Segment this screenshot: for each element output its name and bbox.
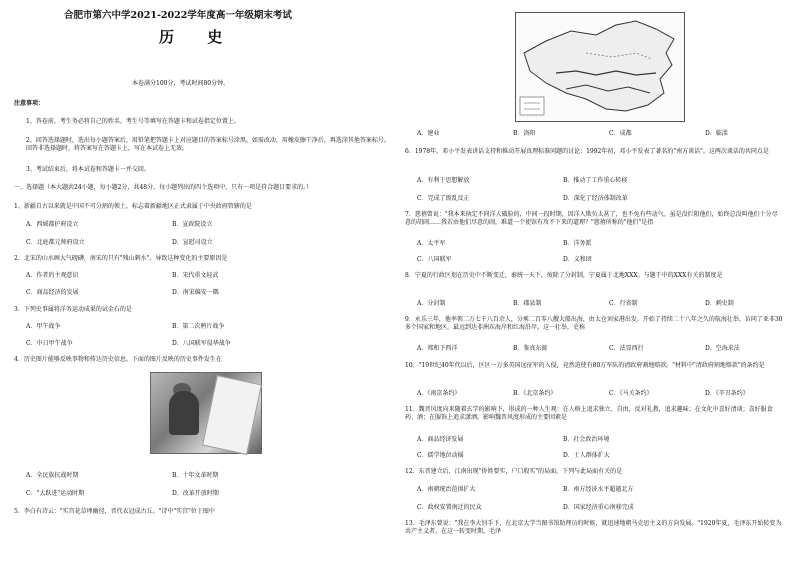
q1-option-c: C．北庭都元帅府设立 (26, 239, 85, 246)
q5-option-d: D．临淄 (705, 130, 728, 137)
q12-option-c: C．政权安置南迁的民众 (417, 504, 482, 511)
q9-option-a: A．郑和下西洋 (417, 345, 458, 352)
q10-stem: 10．"19世纪40年代以后，区区一万多英国远征军的入侵，竟然迫使有80万军队的清政府割地赔款。"材料中"清政府割地赔款"的条约是 (405, 362, 765, 369)
q6-option-a: A．有利于思想解放 (417, 177, 470, 184)
q1-option-d: D．宣慰司设立 (172, 239, 213, 246)
q13-stem: 13．毛泽东曾说："我在李大钊手下，在北京大学当图书馆助理员的时候，就迅速地朝马克思主义的方向发展。"1920年夏，毛泽东开始转变为共产主义者。在这一转变时期，毛泽 (405, 520, 782, 535)
q9-option-d: D．空海求法 (705, 345, 740, 352)
subject-title: 历 史 (159, 28, 237, 46)
q10-option-d: D．《辛丑条约》 (705, 390, 749, 397)
historical-photo (150, 372, 262, 454)
q9-stem: 9．永乐三年，他率领二万七千八百余人，分乘二百零八艘大船出海，由太仓刘家港出发。开始了持续二十八年之久的航海壮举，访问了亚非30多个国家和地区，最远到达非洲东海岸和红海沿岸。这一壮举，史称 (405, 316, 783, 331)
q8-option-a: A．分封制 (417, 300, 446, 307)
q4-option-d: D．改革开放时期 (172, 490, 219, 497)
q4-stem: 4．历史图片能够反映事物和传达历史信息。下面的图片反映的历史事件发生在 (14, 356, 222, 363)
q7-stem: 7．慈禧曾说："我本来执定不同洋人破脸的，中间一段时期，因洋人欺负太甚了，也不免有些动气。虽是没拦阻他们，始终总没叫他们十分尽意的胡闹……我若由他们尽意的闹，难道一个使馆有攻不下来的道理？"慈禧所称的"他们"是指 (405, 211, 778, 226)
q8-stem: 8．宁夏的行政区划在历史中不断变迁，秦统一天下，废除了分封制，宁夏属于北地XXX。与题干中的XXX有关的制度是 (405, 272, 723, 279)
q7-option-b: B．洋务派 (563, 240, 592, 247)
q11-option-b: B．社会政治环境 (563, 436, 610, 443)
q5-stem: 5．李白有诗云："实宫花草埋幽径，晋代衣冠成古丘。"诗中"实宫"位于图中 (14, 508, 215, 515)
q2-option-b: B．宋代重文轻武 (172, 272, 219, 279)
q10-option-c: C．《马关条约》 (609, 390, 653, 397)
q10-option-a: A．《南京条约》 (417, 390, 461, 397)
notice-3: 3、考试结束后，将本试卷和答题卡一并交回。 (26, 166, 150, 173)
q5-option-c: C．成都 (609, 130, 632, 137)
q12-option-d: D．国家经济重心南移完成 (563, 504, 634, 511)
q4-option-b: B．十年文革时期 (172, 472, 219, 479)
q8-option-d: D．刺史制 (705, 300, 734, 307)
q4-option-c: C．"大跃进"运动时期 (26, 490, 85, 497)
q5-option-a: A．建业 (417, 130, 440, 137)
q9-option-b: B．鉴真东渡 (513, 345, 548, 352)
q8-option-c: C．行省制 (609, 300, 638, 307)
q2-option-a: A．作者的主观意识 (26, 272, 79, 279)
q7-option-c: C．八国联军 (417, 256, 452, 263)
notice-1: 1、答卷前，考生务必将自己的姓名、考生号等填写在答题卡和试卷指定位置上。 (26, 118, 240, 125)
q6-option-c: C．完成了拨乱反正 (417, 195, 470, 202)
china-map (515, 12, 685, 122)
q3-option-c: C．中日甲午战争 (26, 340, 73, 347)
q7-option-a: A．太平军 (417, 240, 446, 247)
exam-title: 合肥市第六中学2021-2022学年度高一年级期末考试 (64, 10, 292, 21)
q5-option-b: B．洛阳 (513, 130, 536, 137)
section-heading: 一、选择题（本大题共24小题，每小题2分，共48分。每小题列出的四个选项中，只有一项是符合题目要求的。） (14, 184, 313, 191)
q11-stem: 11．魏晋风度向来随着玄学的影响下，形成的一种人生观：在人格上追求独立、自由，反对礼教，追求趣味；在文化中喜好清谈；喜好服食药、酒；在服饰上追求潇洒。影响魏晋风度形成的主要因素是 (405, 406, 773, 421)
q7-option-d: D．义和团 (563, 256, 592, 263)
q4-option-a: A．全民族抗战时期 (26, 472, 79, 479)
q12-option-b: B．南方经济水平超越北方 (563, 486, 634, 493)
q1-option-b: B．宣政院设立 (172, 221, 213, 228)
q1-option-a: A．西域都护府设立 (26, 221, 79, 228)
q3-option-b: B．第二次鸦片战争 (172, 323, 225, 330)
q11-option-a: A．商品经济发展 (417, 436, 464, 443)
q11-option-c: C．儒学地位动摇 (417, 452, 464, 459)
q3-stem: 3．下列史事属将洋务运动成果的试金石的是 (14, 306, 132, 313)
q9-option-c: C．法显西行 (609, 345, 644, 352)
q6-stem: 6．1978年，邓小平发表讲话支持和推动开展真理标准问题的讨论；1992年初，邓小平发表了著名的"南方谈话"。这两次谈话的共同点是 (405, 148, 769, 155)
q3-option-a: A．甲午战争 (26, 323, 61, 330)
q2-option-d: D．南宋偏安一隅 (172, 289, 219, 296)
q3-option-d: D．八国联军侵华战争 (172, 340, 231, 347)
q11-option-d: D．士人群体扩大 (563, 452, 610, 459)
q12-option-a: A．南朝统治范围扩大 (417, 486, 476, 493)
notice-2: 2、回答选择题时，选出每小题答案后，用铅笔把答题卡上对应题目的答案标号涂黑。如需改动，用橡皮擦干净后，再选涂其他答案标号。回答非选择题时，将答案写在答题卡上，写在本试卷上无效。 (26, 137, 390, 152)
map-outline (516, 13, 684, 121)
q6-option-d: D．深化了经济体制改革 (563, 195, 628, 202)
q1-stem: 1、新疆自古以来就是中国不可分割的领土，标志着新疆地区正式隶属于中央政府管辖的是 (14, 203, 252, 210)
q12-stem: 12．东晋建立后，江南出现"侨姓要实，户口殷实"的局面。下列与此局面有关的是 (405, 468, 623, 475)
q2-option-c: C．商品经济的发展 (26, 289, 79, 296)
score-note: 本卷满分100分，考试时间80分钟。 (132, 80, 230, 87)
q8-option-b: B．郡县制 (513, 300, 542, 307)
q10-option-b: B．《北京条约》 (513, 390, 557, 397)
q2-stem: 2．北宋的山水画大气磅礴，南宋的只有"残山剩水"。导致这种变化的主要原因是 (14, 255, 228, 262)
notice-heading: 注意事项： (14, 100, 45, 107)
q6-option-b: B．推动了工作重心转移 (563, 177, 628, 184)
